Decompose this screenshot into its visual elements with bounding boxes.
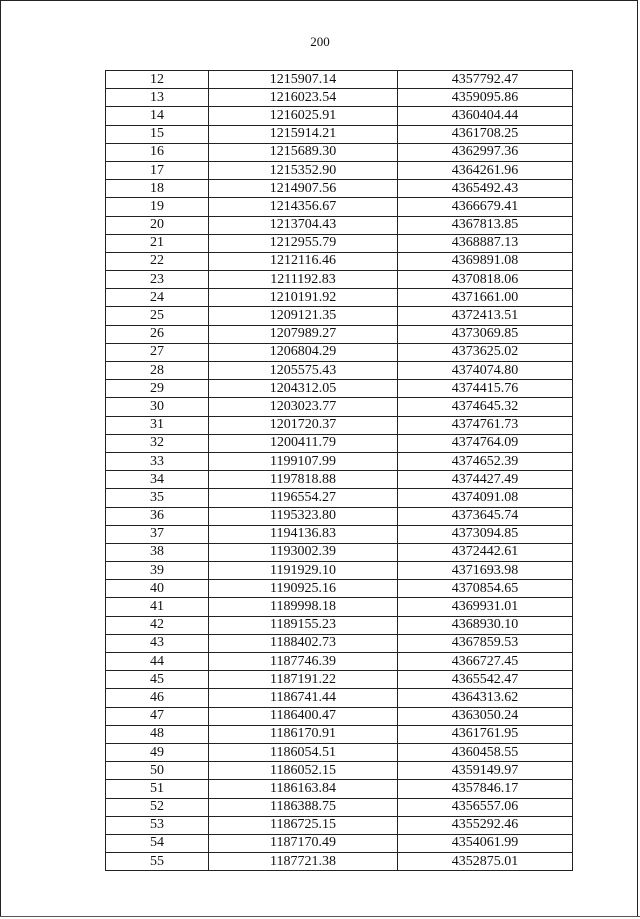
point-number-cell: 30 xyxy=(106,398,209,416)
table-row xyxy=(106,853,573,871)
x-coordinate-cell: 1186052.15 xyxy=(209,762,398,780)
y-coordinate-cell: 4363050.24 xyxy=(398,707,573,725)
point-number-cell: 51 xyxy=(106,780,209,798)
x-coordinate-cell: 1194136.83 xyxy=(209,525,398,543)
y-coordinate-cell: 4360404.44 xyxy=(398,107,573,125)
x-coordinate-cell: 1186741.44 xyxy=(209,689,398,707)
y-coordinate-cell: 4355292.46 xyxy=(398,816,573,834)
table-row xyxy=(106,598,573,616)
point-number-cell: 39 xyxy=(106,562,209,580)
y-coordinate-cell: 4359149.97 xyxy=(398,762,573,780)
y-coordinate-cell: 4368930.10 xyxy=(398,616,573,634)
y-coordinate-cell: 4364261.96 xyxy=(398,161,573,179)
y-coordinate-cell: 4371661.00 xyxy=(398,289,573,307)
table-row xyxy=(106,234,573,252)
table-row xyxy=(106,671,573,689)
point-number-cell: 22 xyxy=(106,252,209,270)
table-row xyxy=(106,125,573,143)
y-coordinate-cell: 4361708.25 xyxy=(398,125,573,143)
y-coordinate-cell: 4373645.74 xyxy=(398,507,573,525)
x-coordinate-cell: 1200411.79 xyxy=(209,434,398,452)
point-number-cell: 50 xyxy=(106,762,209,780)
point-number-cell: 53 xyxy=(106,816,209,834)
y-coordinate-cell: 4371693.98 xyxy=(398,562,573,580)
point-number-cell: 16 xyxy=(106,143,209,161)
table-row xyxy=(106,762,573,780)
point-number-cell: 26 xyxy=(106,325,209,343)
x-coordinate-cell: 1213704.43 xyxy=(209,216,398,234)
x-coordinate-cell: 1190925.16 xyxy=(209,580,398,598)
point-number-cell: 46 xyxy=(106,689,209,707)
x-coordinate-cell: 1188402.73 xyxy=(209,634,398,652)
point-number-cell: 31 xyxy=(106,416,209,434)
table-row xyxy=(106,834,573,852)
y-coordinate-cell: 4354061.99 xyxy=(398,834,573,852)
table-row xyxy=(106,89,573,107)
point-number-cell: 37 xyxy=(106,525,209,543)
x-coordinate-cell: 1196554.27 xyxy=(209,489,398,507)
point-number-cell: 15 xyxy=(106,125,209,143)
table-row xyxy=(106,525,573,543)
table-row xyxy=(106,452,573,470)
y-coordinate-cell: 4374761.73 xyxy=(398,416,573,434)
table-row xyxy=(106,71,573,89)
point-number-cell: 19 xyxy=(106,198,209,216)
y-coordinate-cell: 4374091.08 xyxy=(398,489,573,507)
x-coordinate-cell: 1193002.39 xyxy=(209,543,398,561)
table-row xyxy=(106,580,573,598)
table-row xyxy=(106,398,573,416)
table-row xyxy=(106,362,573,380)
y-coordinate-cell: 4352875.01 xyxy=(398,853,573,871)
point-number-cell: 21 xyxy=(106,234,209,252)
point-number-cell: 41 xyxy=(106,598,209,616)
table-row xyxy=(106,707,573,725)
y-coordinate-cell: 4370854.65 xyxy=(398,580,573,598)
table-row xyxy=(106,289,573,307)
point-number-cell: 32 xyxy=(106,434,209,452)
y-coordinate-cell: 4369891.08 xyxy=(398,252,573,270)
y-coordinate-cell: 4360458.55 xyxy=(398,743,573,761)
point-number-cell: 27 xyxy=(106,343,209,361)
x-coordinate-cell: 1187746.39 xyxy=(209,653,398,671)
point-number-cell: 14 xyxy=(106,107,209,125)
bottom-rule xyxy=(0,916,640,917)
point-number-cell: 40 xyxy=(106,580,209,598)
table-row xyxy=(106,198,573,216)
y-coordinate-cell: 4368887.13 xyxy=(398,234,573,252)
x-coordinate-cell: 1215914.21 xyxy=(209,125,398,143)
x-coordinate-cell: 1214907.56 xyxy=(209,180,398,198)
y-coordinate-cell: 4365492.43 xyxy=(398,180,573,198)
table-row xyxy=(106,307,573,325)
table-row xyxy=(106,562,573,580)
y-coordinate-cell: 4373625.02 xyxy=(398,343,573,361)
table-row xyxy=(106,434,573,452)
table-row xyxy=(106,180,573,198)
y-coordinate-cell: 4374645.32 xyxy=(398,398,573,416)
table-row xyxy=(106,634,573,652)
point-number-cell: 25 xyxy=(106,307,209,325)
y-coordinate-cell: 4361761.95 xyxy=(398,725,573,743)
point-number-cell: 44 xyxy=(106,653,209,671)
y-coordinate-cell: 4373094.85 xyxy=(398,525,573,543)
x-coordinate-cell: 1206804.29 xyxy=(209,343,398,361)
x-coordinate-cell: 1215907.14 xyxy=(209,71,398,89)
point-number-cell: 18 xyxy=(106,180,209,198)
point-number-cell: 54 xyxy=(106,834,209,852)
y-coordinate-cell: 4365542.47 xyxy=(398,671,573,689)
x-coordinate-cell: 1186725.15 xyxy=(209,816,398,834)
y-coordinate-cell: 4372413.51 xyxy=(398,307,573,325)
table-row xyxy=(106,343,573,361)
table-row xyxy=(106,816,573,834)
y-coordinate-cell: 4367859.53 xyxy=(398,634,573,652)
x-coordinate-cell: 1207989.27 xyxy=(209,325,398,343)
table-row xyxy=(106,161,573,179)
x-coordinate-cell: 1211192.83 xyxy=(209,271,398,289)
x-coordinate-cell: 1212116.46 xyxy=(209,252,398,270)
x-coordinate-cell: 1215352.90 xyxy=(209,161,398,179)
y-coordinate-cell: 4373069.85 xyxy=(398,325,573,343)
table-row xyxy=(106,107,573,125)
x-coordinate-cell: 1205575.43 xyxy=(209,362,398,380)
y-coordinate-cell: 4372442.61 xyxy=(398,543,573,561)
coordinates-table-body xyxy=(106,71,573,871)
y-coordinate-cell: 4374415.76 xyxy=(398,380,573,398)
point-number-cell: 45 xyxy=(106,671,209,689)
x-coordinate-cell: 1195323.80 xyxy=(209,507,398,525)
x-coordinate-cell: 1216025.91 xyxy=(209,107,398,125)
y-coordinate-cell: 4357846.17 xyxy=(398,780,573,798)
table-row xyxy=(106,780,573,798)
table-row xyxy=(106,507,573,525)
table-row xyxy=(106,616,573,634)
table-row xyxy=(106,416,573,434)
x-coordinate-cell: 1215689.30 xyxy=(209,143,398,161)
point-number-cell: 29 xyxy=(106,380,209,398)
y-coordinate-cell: 4364313.62 xyxy=(398,689,573,707)
y-coordinate-cell: 4369931.01 xyxy=(398,598,573,616)
table-row xyxy=(106,380,573,398)
x-coordinate-cell: 1186400.47 xyxy=(209,707,398,725)
y-coordinate-cell: 4366727.45 xyxy=(398,653,573,671)
table-row xyxy=(106,471,573,489)
x-coordinate-cell: 1187170.49 xyxy=(209,834,398,852)
point-number-cell: 24 xyxy=(106,289,209,307)
table-row xyxy=(106,216,573,234)
x-coordinate-cell: 1210191.92 xyxy=(209,289,398,307)
x-coordinate-cell: 1191929.10 xyxy=(209,562,398,580)
table-row xyxy=(106,143,573,161)
table-row xyxy=(106,689,573,707)
point-number-cell: 52 xyxy=(106,798,209,816)
point-number-cell: 38 xyxy=(106,543,209,561)
y-coordinate-cell: 4367813.85 xyxy=(398,216,573,234)
x-coordinate-cell: 1189998.18 xyxy=(209,598,398,616)
y-coordinate-cell: 4374074.80 xyxy=(398,362,573,380)
x-coordinate-cell: 1186388.75 xyxy=(209,798,398,816)
point-number-cell: 35 xyxy=(106,489,209,507)
y-coordinate-cell: 4374652.39 xyxy=(398,452,573,470)
x-coordinate-cell: 1197818.88 xyxy=(209,471,398,489)
point-number-cell: 36 xyxy=(106,507,209,525)
y-coordinate-cell: 4366679.41 xyxy=(398,198,573,216)
point-number-cell: 55 xyxy=(106,853,209,871)
point-number-cell: 17 xyxy=(106,161,209,179)
x-coordinate-cell: 1189155.23 xyxy=(209,616,398,634)
x-coordinate-cell: 1204312.05 xyxy=(209,380,398,398)
table-row xyxy=(106,489,573,507)
x-coordinate-cell: 1214356.67 xyxy=(209,198,398,216)
x-coordinate-cell: 1203023.77 xyxy=(209,398,398,416)
x-coordinate-cell: 1212955.79 xyxy=(209,234,398,252)
point-number-cell: 33 xyxy=(106,452,209,470)
y-coordinate-cell: 4357792.47 xyxy=(398,71,573,89)
table-row xyxy=(106,271,573,289)
x-coordinate-cell: 1186054.51 xyxy=(209,743,398,761)
point-number-cell: 12 xyxy=(106,71,209,89)
y-coordinate-cell: 4359095.86 xyxy=(398,89,573,107)
point-number-cell: 23 xyxy=(106,271,209,289)
point-number-cell: 47 xyxy=(106,707,209,725)
point-number-cell: 13 xyxy=(106,89,209,107)
table-row xyxy=(106,725,573,743)
table-row xyxy=(106,798,573,816)
point-number-cell: 28 xyxy=(106,362,209,380)
table-row xyxy=(106,653,573,671)
x-coordinate-cell: 1216023.54 xyxy=(209,89,398,107)
table-row xyxy=(106,743,573,761)
table-row xyxy=(106,543,573,561)
point-number-cell: 34 xyxy=(106,471,209,489)
coordinates-table xyxy=(105,70,573,871)
x-coordinate-cell: 1186163.84 xyxy=(209,780,398,798)
x-coordinate-cell: 1187721.38 xyxy=(209,853,398,871)
y-coordinate-cell: 4362997.36 xyxy=(398,143,573,161)
x-coordinate-cell: 1201720.37 xyxy=(209,416,398,434)
point-number-cell: 20 xyxy=(106,216,209,234)
y-coordinate-cell: 4370818.06 xyxy=(398,271,573,289)
point-number-cell: 43 xyxy=(106,634,209,652)
point-number-cell: 49 xyxy=(106,743,209,761)
x-coordinate-cell: 1199107.99 xyxy=(209,452,398,470)
table-row xyxy=(106,252,573,270)
x-coordinate-cell: 1209121.35 xyxy=(209,307,398,325)
point-number-cell: 42 xyxy=(106,616,209,634)
y-coordinate-cell: 4374764.09 xyxy=(398,434,573,452)
x-coordinate-cell: 1186170.91 xyxy=(209,725,398,743)
page-number: 200 xyxy=(310,34,330,49)
x-coordinate-cell: 1187191.22 xyxy=(209,671,398,689)
point-number-cell: 48 xyxy=(106,725,209,743)
y-coordinate-cell: 4374427.49 xyxy=(398,471,573,489)
y-coordinate-cell: 4356557.06 xyxy=(398,798,573,816)
table-row xyxy=(106,325,573,343)
